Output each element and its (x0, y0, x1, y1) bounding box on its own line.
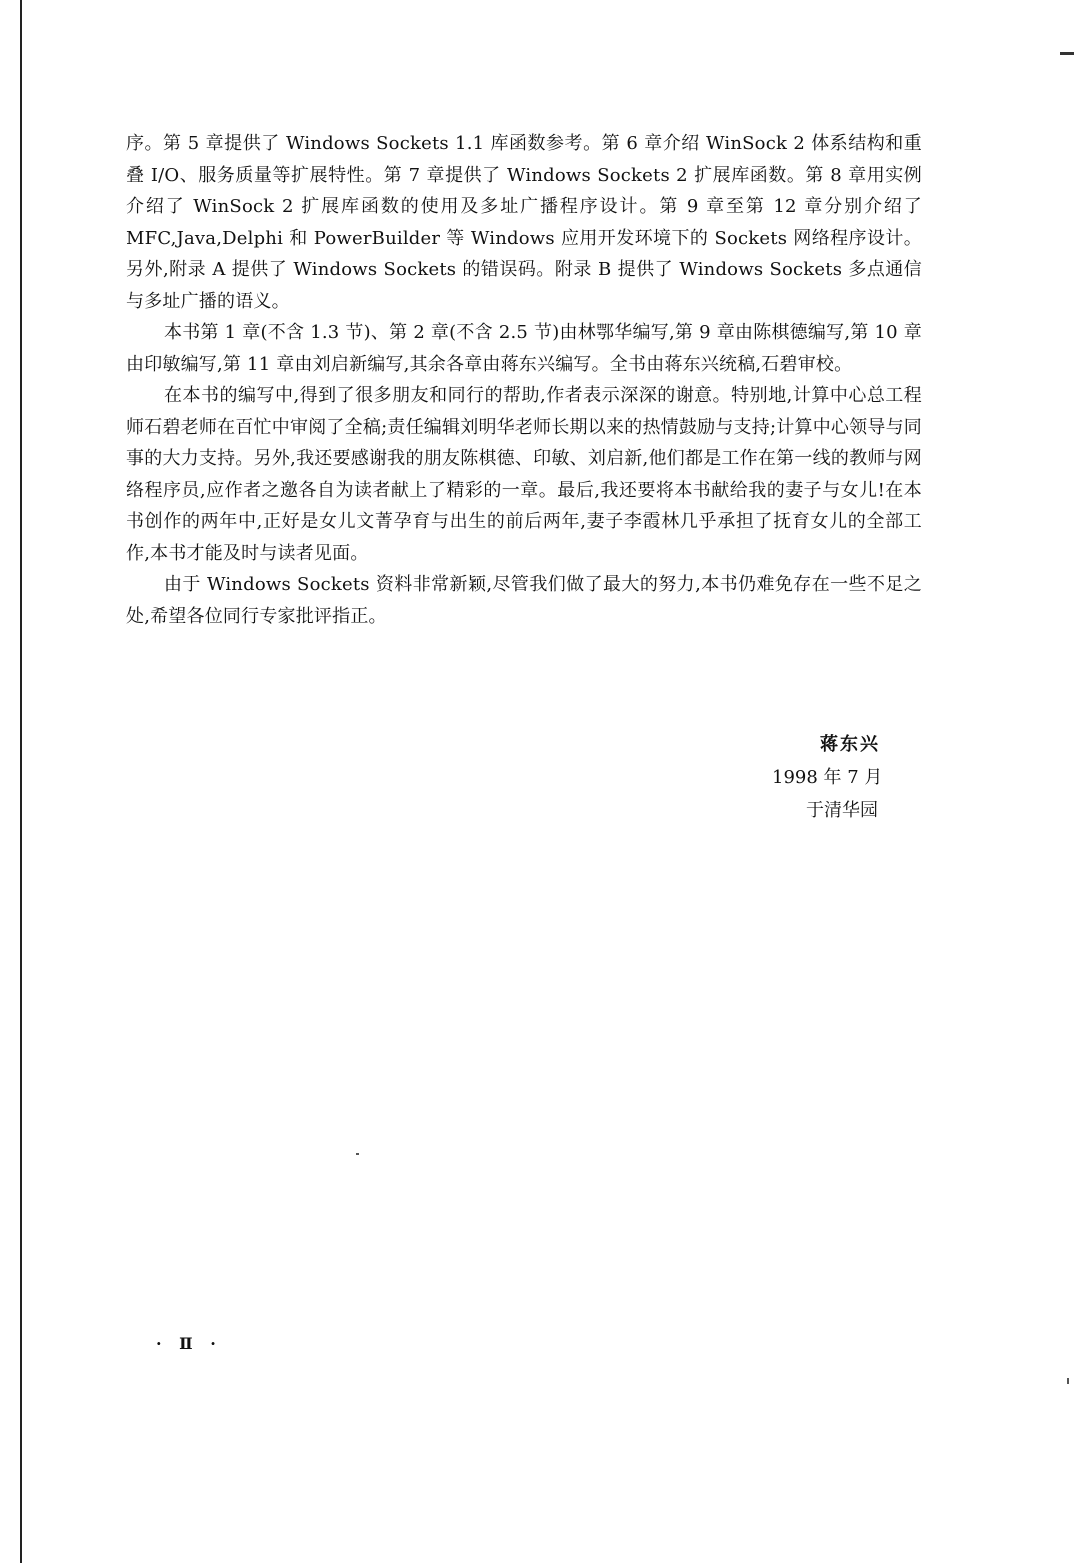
signature-place: 于清华园 (806, 800, 878, 821)
paragraph-acknowledgements: 在本书的编写中,得到了很多朋友和同行的帮助,作者表示深深的谢意。特别地,计算中心总工程师石碧老师在百忙中审阅了全稿;责任编辑刘明华老师长期以来的热情鼓励与支持;计算中心领导与同事的大力支持。另外,我还要感谢我的朋友陈棋德、印敏、刘启新,他们都是工作在第一线的教师与网络程序员,应作者之邀各自为读者献上了精彩的一章。最后,我还要将本书献给我的妻子与女儿!在本书创作的两年中,正好是女儿文菁孕育与出生的前后两年,妻子李霞林几乎承担了抚育女儿的全部工作,本书才能及时与读者见面。 (126, 385, 922, 564)
paragraph-chapter-overview: 序。第 5 章提供了 Windows Sockets 1.1 库函数参考。第 6 章介绍 WinSock 2 体系结构和重叠 I/O、服务质量等扩展特性。第 7 章提供了 Windows Sockets 2 扩展库函数。第 8 章用实例介绍了 WinSock 2 扩展库函数的使用及多址广播程序设计。第 9 章至第 12 章分别介绍了 MFC,Java,Delphi 和 PowerBuilder 等 Windows 应用开发环境下的 Sockets 网络程序设计。另外,附录 A 提供了 Windows Sockets 的错误码。附录 B 提供了 Windows Sockets 多点通信与多址广播的语义。 (126, 133, 922, 312)
paragraph-closing: 由于 Windows Sockets 资料非常新颖,尽管我们做了最大的努力,本书仍难免存在一些不足之处,希望各位同行专家批评指正。 (126, 574, 922, 627)
document-body (126, 128, 922, 632)
paragraph-authors: 本书第 1 章(不含 1.3 节)、第 2 章(不含 2.5 节)由林鄂华编写,第 9 章由陈棋德编写,第 10 章由印敏编写,第 11 章由刘启新编写,其余各章由蒋东兴编写。全书由蒋东兴统稿,石碧审校。 (126, 322, 922, 375)
scan-mark (1060, 52, 1074, 55)
page-number: · Ⅱ · (156, 1334, 222, 1353)
scan-speck (1067, 1378, 1069, 1384)
scan-speck (356, 1153, 359, 1155)
signature-date: 1998 年 7 月 (772, 767, 883, 788)
signature-block (760, 728, 920, 827)
scan-edge-line (20, 0, 22, 1563)
signature-name: 蒋东兴 (820, 734, 880, 755)
